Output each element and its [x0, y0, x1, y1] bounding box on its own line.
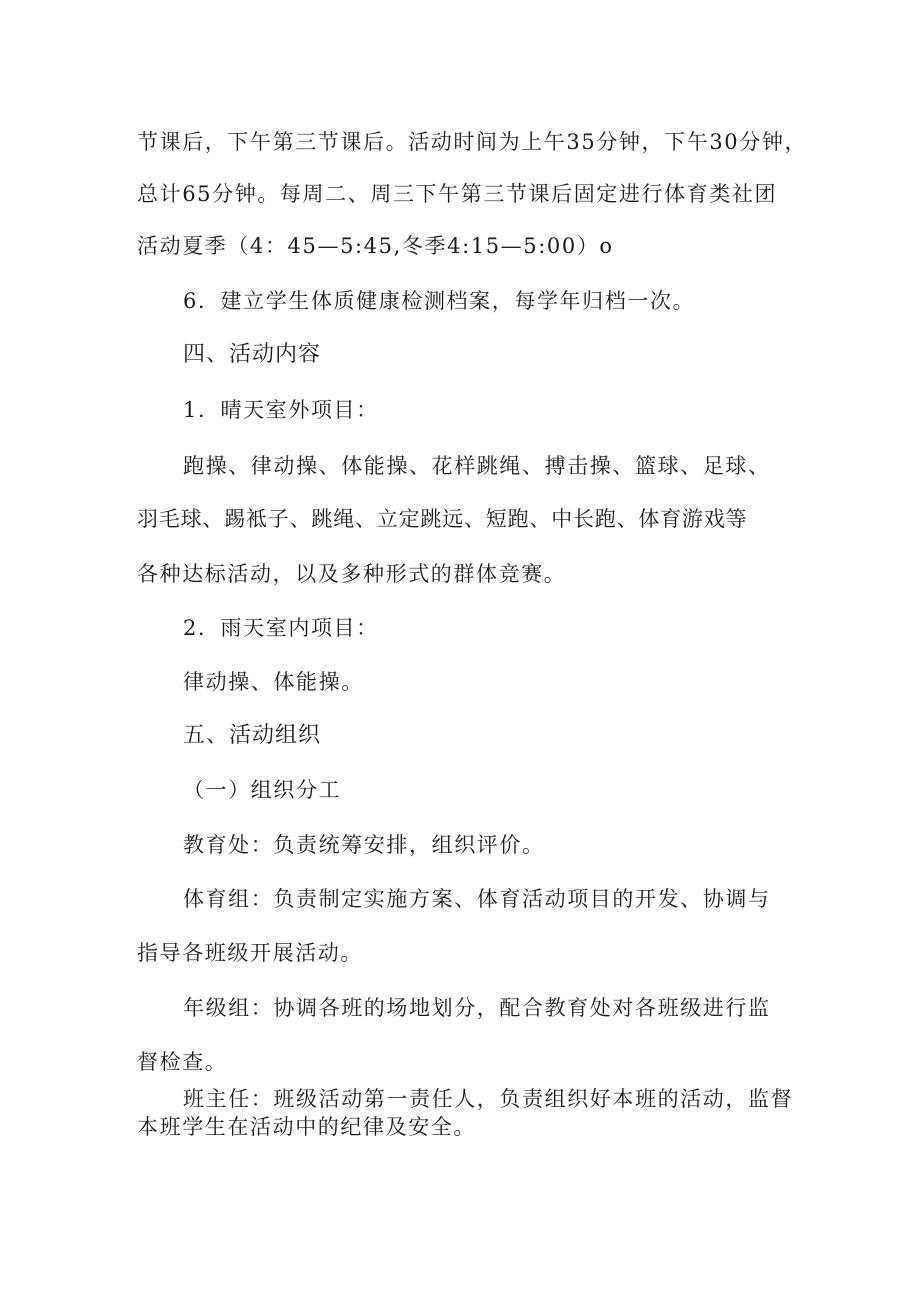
paragraph-line: 班主任：班级活动第一责任人，负责组织好本班的活动，监督 — [183, 1087, 794, 1111]
paragraph-line: 各种达标活动，以及多种形式的群体竞赛。 — [137, 562, 567, 586]
section-heading: 四、活动内容 — [183, 342, 322, 367]
paragraph-line: 总计65分钟。每周二、周三下午第三节课后固定进行体育类社团 — [137, 182, 778, 206]
paragraph-line: 律动操、体能操。 — [183, 670, 364, 694]
paragraph-line: 体育组：负责制定实施方案、体育活动项目的开发、协调与 — [183, 887, 771, 911]
paragraph-line: 跑操、律动操、体能操、花样跳绳、搏击操、篮球、足球、 — [183, 454, 771, 478]
paragraph-line: 年级组：协调各班的场地划分，配合教育处对各班级进行监 — [183, 996, 771, 1020]
paragraph-line: 节课后，下午第三节课后。活动时间为上午35分钟，下午30分钟， — [137, 130, 808, 154]
paragraph-line: 指导各班级开展活动。 — [137, 941, 363, 965]
subsection-heading: （一）组织分工 — [183, 778, 342, 802]
paragraph-line: 本班学生在活动中的纪律及安全。 — [137, 1115, 476, 1139]
paragraph-line: 活动夏季（4：45—5:45,冬季4:15—5:00）o — [137, 234, 614, 258]
paragraph-line: 督检查。 — [137, 1050, 228, 1074]
list-item-line: 6．建立学生体质健康检测档案，每学年归档一次。 — [183, 289, 696, 313]
section-heading: 五、活动组织 — [183, 723, 322, 748]
paragraph-line: 羽毛球、踢袛子、跳绳、立定跳远、短跑、中长跑、体育游戏等 — [137, 507, 748, 531]
subsection-heading: 1．晴天室外项目： — [183, 398, 379, 422]
subsection-heading: 2．雨天室内项目： — [183, 616, 379, 640]
paragraph-line: 教育处：负责统筹安排，组织评价。 — [183, 833, 545, 857]
